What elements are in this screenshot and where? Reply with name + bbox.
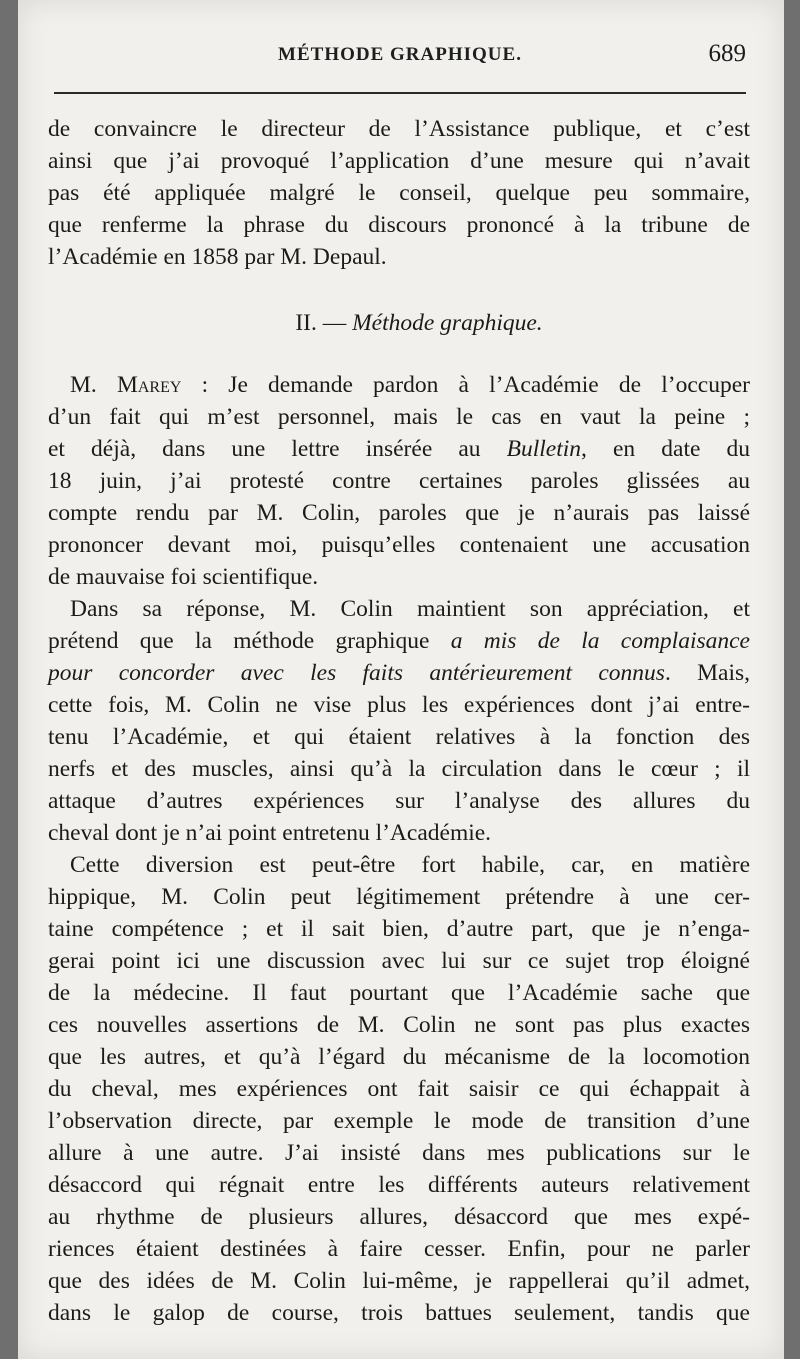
quoted-phrase: a mis de la complaisance <box>450 628 750 654</box>
paragraph-diversion <box>48 849 750 1329</box>
running-title: MÉTHODE GRAPHIQUE. <box>278 44 522 65</box>
text-line: dans le galop de course, trois battues seulement, tandis que <box>48 1300 750 1326</box>
text-line: désaccord qui régnait entre les différents auteurs relativement <box>48 1172 750 1198</box>
book-page <box>18 0 784 1359</box>
text-line: que des idées de M. Colin lui-même, je rappellerai qu’il admet, <box>48 1268 750 1294</box>
text-line: M. Marey : Je demande pardon à l’Académie de l’occuper <box>70 372 750 398</box>
text-line: hippique, M. Colin peut légitimement prétendre à une cer- <box>48 884 750 910</box>
text-line: ainsi que j’ai provoqué l’application d’une mesure qui n’avait <box>48 148 750 174</box>
text-line: tenu l’Académie, et qui étaient relatives à la fonction des <box>48 724 750 750</box>
text-line: pour concorder avec les faits antérieurement connus. Mais, <box>48 660 751 686</box>
text-line: prétend que la méthode graphique a mis de la complaisance <box>48 628 750 654</box>
page-body <box>48 113 750 1329</box>
text-line: Cette diversion est peut-être fort habile, car, en matière <box>70 852 750 878</box>
text-line: 18 juin, j’ai protesté contre certaines paroles glissées au <box>48 468 750 494</box>
text-line: gerai point ici une discussion avec lui sur ce sujet trop éloigné <box>48 948 750 974</box>
text-line: l’observation directe, par exemple le mode de transition d’une <box>48 1108 750 1134</box>
section-heading <box>48 307 750 339</box>
header-rule <box>54 92 746 94</box>
page-number: 689 <box>708 40 746 67</box>
text-line: pas été appliquée malgré le conseil, quelque peu sommaire, <box>48 180 750 206</box>
text-line: taine compétence ; et il sait bien, d’autre part, que je n’enga- <box>48 916 750 942</box>
text-line: d’un fait qui m’est personnel, mais le cas en vaut la peine ; <box>48 404 750 430</box>
text-line: prononcer devant moi, puisqu’elles contenaient une accusation <box>48 532 750 558</box>
text-line: riences étaient destinées à faire cesser. Enfin, pour ne parler <box>48 1236 750 1262</box>
paragraph-continuation <box>48 113 750 273</box>
text-line: au rhythme de plusieurs allures, désaccord que mes expé- <box>48 1204 750 1230</box>
paragraph-colin-response <box>48 593 750 849</box>
text-line: nerfs et des muscles, ainsi qu’à la circulation dans le cœur ; il <box>48 756 750 782</box>
quoted-phrase: pour concorder avec les faits antérieurement connus <box>48 660 665 686</box>
text-line: que les autres, et qu’à l’égard du mécanisme de la locomotion <box>48 1044 750 1070</box>
text-line: compte rendu par M. Colin, paroles que je n’aurais pas laissé <box>48 500 750 526</box>
text-line: ces nouvelles assertions de M. Colin ne sont pas plus exactes <box>48 1012 750 1038</box>
section-title: Méthode graphique. <box>352 310 543 336</box>
text-line: l’Académie en 1858 par M. Depaul. <box>48 244 387 270</box>
text-line: de mauvaise foi scientifique. <box>48 564 319 590</box>
text-line: cette fois, M. Colin ne vise plus les expériences dont j’ai entre- <box>48 692 750 718</box>
page-header <box>54 38 746 78</box>
paragraph-marey <box>48 369 750 593</box>
section-number: II. — <box>295 310 347 336</box>
text-line: et déjà, dans une lettre insérée au Bulletin, en date du <box>48 436 750 462</box>
text-line: allure à une autre. J’ai insisté dans mes publications sur le <box>48 1140 750 1166</box>
text-line: que renferme la phrase du discours prononcé à la tribune de <box>48 212 750 238</box>
text-line: de convaincre le directeur de l’Assistance publique, et c’est <box>48 116 750 142</box>
text-line: cheval dont je n’ai point entretenu l’Académie. <box>48 820 492 846</box>
speaker-name: M. Marey <box>70 372 182 398</box>
text-line: Dans sa réponse, M. Colin maintient son appréciation, et <box>70 596 750 622</box>
bulletin-title: Bulletin <box>506 436 582 462</box>
text-line: attaque d’autres expériences sur l’analyse des allures du <box>48 788 750 814</box>
text-line: de la médecine. Il faut pourtant que l’Académie sache que <box>48 980 750 1006</box>
text-line: du cheval, mes expériences ont fait saisir ce qui échappait à <box>48 1076 750 1102</box>
